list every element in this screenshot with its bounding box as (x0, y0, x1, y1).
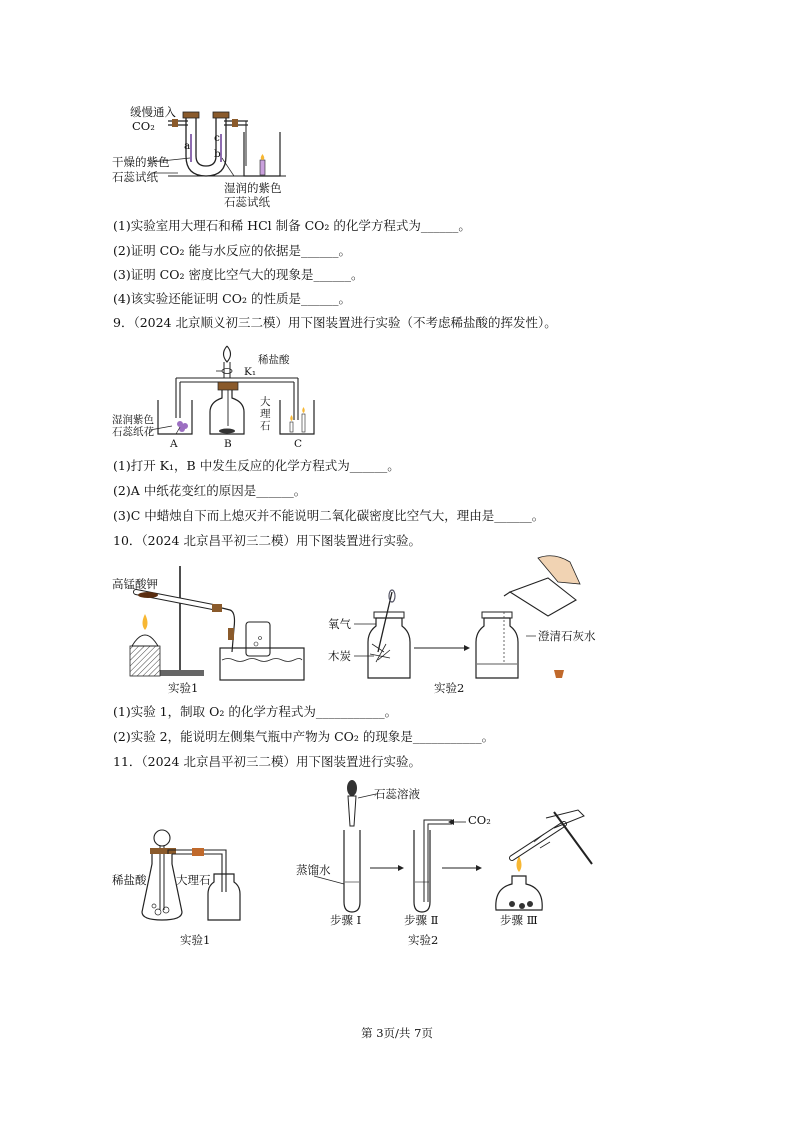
q9-flower-label-2: 石蕊纸花 (112, 426, 154, 438)
q9-marble-label-1: 大 (260, 396, 271, 408)
q8-item-2: (2)证明 CO₂ 能与水反应的依据是______。 (113, 243, 351, 258)
q10-item-2: (2)实验 2，能说明左侧集气瓶中产物为 CO₂ 的现象是___________。 (113, 729, 495, 744)
q9-item-3: (3)C 中蜡烛自下而上熄灭并不能说明二氧化碳密度比空气大，理由是______。 (113, 508, 545, 523)
q8-item-3: (3)证明 CO₂ 密度比空气大的现象是______。 (113, 267, 364, 282)
wet-paper-label: 湿润的紫色 (224, 181, 282, 195)
q9-acid-label: 稀盐酸 (258, 354, 290, 366)
q9-item-2: (2)A 中纸花变红的原因是______。 (113, 483, 307, 498)
dry-paper-label: 干燥的紫色 (112, 155, 170, 169)
q11-marble-label: 大理石 (176, 873, 211, 887)
q10-oxygen-label: 氧气 (328, 617, 351, 631)
q9-marble-label-3: 石 (260, 420, 271, 432)
q10-kmno4-label: 高锰酸钾 (112, 577, 158, 591)
q11-step3-label: 步骤 Ⅲ (500, 913, 538, 927)
dry-paper-label-2: 石蕊试纸 (112, 170, 158, 184)
point-a-label: a (184, 140, 191, 152)
q10-exp1-label: 实验1 (168, 681, 199, 695)
q9-label-a: A (170, 438, 178, 450)
q11-exp1-label: 实验1 (180, 933, 211, 947)
q10-limewater-label: 澄清石灰水 (538, 629, 596, 643)
q11-water-label: 蒸馏水 (296, 863, 331, 877)
q10-item-1: (1)实验 1，制取 O₂ 的化学方程式为___________。 (113, 704, 398, 719)
page-footer: 第 3页/共 7页 (361, 1026, 433, 1040)
q8-figure (108, 104, 308, 214)
q11-stem: 11．（2024 北京昌平初三二模）用下图装置进行实验。 (113, 754, 421, 769)
point-b-label: b (214, 148, 221, 160)
q10-exp2-label: 实验2 (434, 681, 465, 695)
q9-label-b: B (224, 438, 232, 450)
q9-label-c: C (294, 438, 303, 450)
q9-marble-label-2: 理 (260, 408, 271, 420)
q11-acid-label: 稀盐酸 (112, 873, 147, 887)
q10-charcoal-label: 木炭 (328, 649, 351, 663)
q11-litmus-label: 石蕊溶液 (374, 787, 420, 801)
q9-stem: 9．（2024 北京顺义初三二模）用下图装置进行实验（不考虑稀盐酸的挥发性）。 (113, 315, 557, 330)
q11-exp2-label: 实验2 (408, 933, 439, 947)
inlet-label: 缓慢通入 (130, 105, 176, 119)
q11-figure (108, 772, 598, 952)
point-c-label: c (214, 132, 220, 144)
q8-item-4: (4)该实验还能证明 CO₂ 的性质是______。 (113, 291, 351, 306)
q9-item-1: (1)打开 K₁，B 中发生反应的化学方程式为______。 (113, 458, 400, 473)
inlet-gas-label: CO₂ (132, 119, 155, 133)
q11-co2-label: CO₂ (468, 813, 491, 827)
q11-step1-label: 步骤 Ⅰ (330, 913, 362, 927)
q10-figure (108, 552, 618, 700)
q9-figure (108, 338, 348, 456)
wet-paper-label-2: 石蕊试纸 (224, 195, 270, 209)
q9-k1-label: K₁ (244, 366, 257, 378)
q9-flower-label-1: 湿润紫色 (112, 414, 154, 426)
q10-apparatus-diagram (108, 552, 618, 700)
q11-step2-label: 步骤 Ⅱ (404, 913, 439, 927)
q8-item-1: (1)实验室用大理石和稀 HCl 制备 CO₂ 的化学方程式为______。 (113, 218, 471, 233)
q10-stem: 10．（2024 北京昌平初三二模）用下图装置进行实验。 (113, 533, 421, 548)
